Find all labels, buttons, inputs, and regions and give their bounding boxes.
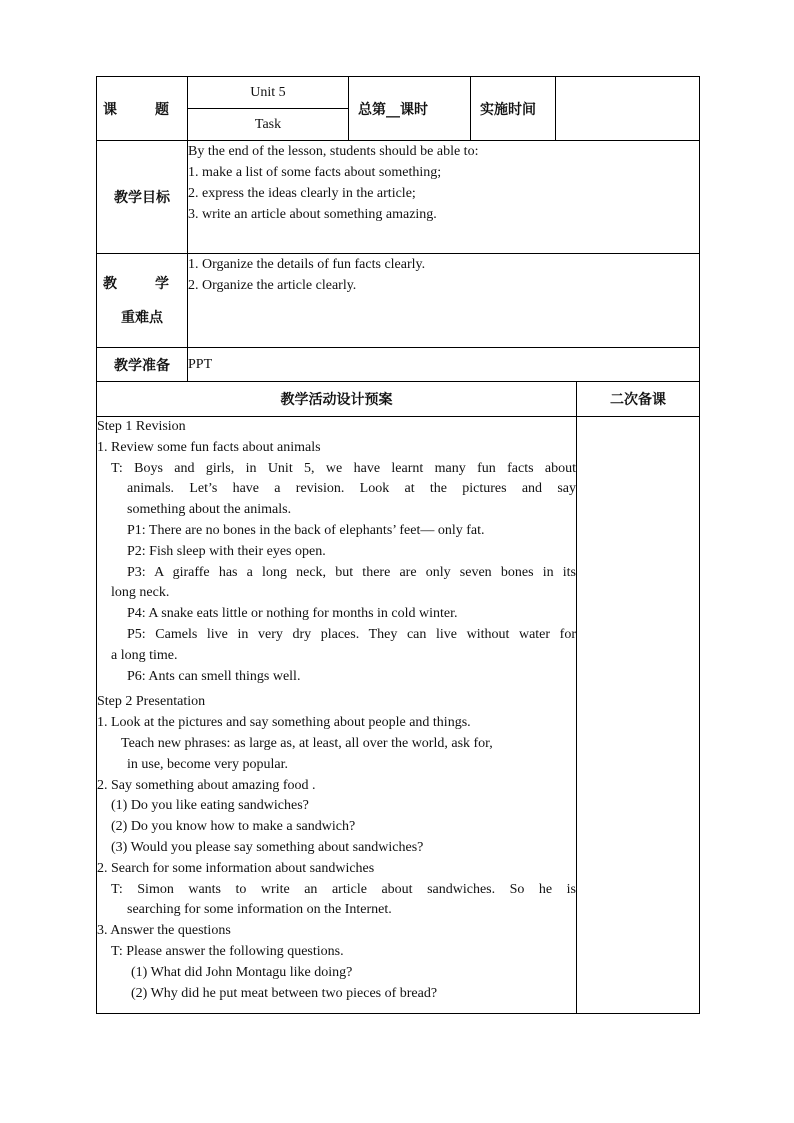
- topic-row: [97, 77, 700, 141]
- review-line: 1. Review some fun facts about animals: [97, 439, 321, 455]
- key-points-content: [188, 254, 700, 348]
- teacher-line: T: Please answer the following questions.: [111, 943, 344, 959]
- lesson-plan-table: [96, 76, 700, 1014]
- fact-p5-cont: a long time.: [111, 647, 178, 663]
- answer-heading: 3. Answer the questions: [97, 923, 231, 939]
- activity-content: [97, 417, 577, 1014]
- question-line: (2) Do you know how to make a sandwich?: [111, 819, 356, 835]
- question-line: (3) Would you please say something about sandwiches?: [111, 839, 424, 855]
- goal-line: By the end of the lesson, students should be able to:: [188, 144, 479, 159]
- question-line: (1) Do you like eating sandwiches?: [111, 798, 309, 814]
- presentation-3: 2. Search for some information about sandwiches: [97, 860, 375, 876]
- key-points-label-2: 重难点: [121, 309, 163, 326]
- activity-header-row: [97, 382, 700, 417]
- unit-cell: [188, 77, 349, 141]
- prep-row: [97, 348, 700, 382]
- fact-p4: P4: A snake eats little or nothing for months in cold winter.: [127, 606, 458, 622]
- fact-p3-cont: long neck.: [111, 585, 170, 601]
- unit-value: Unit 5: [188, 77, 348, 109]
- key-points-label: [97, 254, 188, 348]
- step-2-heading: Step 2 Presentation: [97, 694, 206, 710]
- question-line: (1) What did John Montagu like doing?: [131, 964, 353, 980]
- impl-time-label: 实施时间: [471, 77, 556, 141]
- goals-label: 教学目标: [97, 141, 188, 254]
- prep-label: 教学准备: [97, 348, 188, 382]
- activity-body-row: [97, 417, 700, 1014]
- goals-content: [188, 141, 700, 254]
- goal-line: 2. express the ideas clearly in the article;: [188, 186, 416, 201]
- total-hours: 总第__课时: [349, 77, 471, 141]
- prep-value: PPT: [188, 348, 700, 382]
- teacher-line: T: Simon wants to write an article about sandwiches. So he is: [111, 881, 576, 897]
- question-line: (2) Why did he put meat between two pieces of bread?: [131, 985, 438, 1001]
- key-point-line: 1. Organize the details of fun facts clearly.: [188, 257, 426, 272]
- activity-label: 教学活动设计预案: [97, 382, 577, 417]
- step-1-heading: Step 1 Revision: [97, 419, 186, 434]
- second-prep-area: [577, 417, 700, 1014]
- goals-row: [97, 141, 700, 254]
- fact-p5: P5: Camels live in very dry places. They can live without water for: [127, 626, 576, 642]
- fact-p1: P1: There are no bones in the back of elephants’ feet— only fat.: [127, 522, 485, 538]
- topic-label: 课 题: [97, 77, 188, 141]
- teacher-line: T: Boys and girls, in Unit 5, we have learnt many fun facts about: [111, 460, 576, 476]
- key-points-row: [97, 254, 700, 348]
- presentation-1: 1. Look at the pictures and say something about people and things.: [97, 715, 471, 731]
- goal-line: 1. make a list of some facts about something;: [188, 165, 442, 180]
- sub-value: Task: [254, 117, 282, 132]
- impl-time-value: [556, 77, 700, 141]
- teacher-line: animals. Let’s have a revision. Look at the pictures and say: [127, 481, 576, 497]
- fact-p6: P6: Ants can smell things well.: [127, 668, 301, 684]
- presentation-2: 2. Say something about amazing food .: [97, 777, 316, 793]
- presentation-1-line: Teach new phrases: as large as, at least, all over the world, ask for,: [121, 735, 493, 751]
- teacher-line: something about the animals.: [127, 502, 292, 518]
- fact-p3: P3: A giraffe has a long neck, but there are only seven bones in its: [127, 564, 576, 580]
- key-points-label-1: 教 学: [103, 275, 181, 292]
- teacher-line: searching for some information on the Internet.: [127, 902, 392, 918]
- second-prep-label: 二次备课: [577, 382, 700, 417]
- fact-p2: P2: Fish sleep with their eyes open.: [127, 543, 326, 559]
- goal-line: 3. write an article about something amazing.: [188, 207, 437, 222]
- presentation-1-line: in use, become very popular.: [127, 756, 288, 772]
- key-point-line: 2. Organize the article clearly.: [188, 278, 357, 293]
